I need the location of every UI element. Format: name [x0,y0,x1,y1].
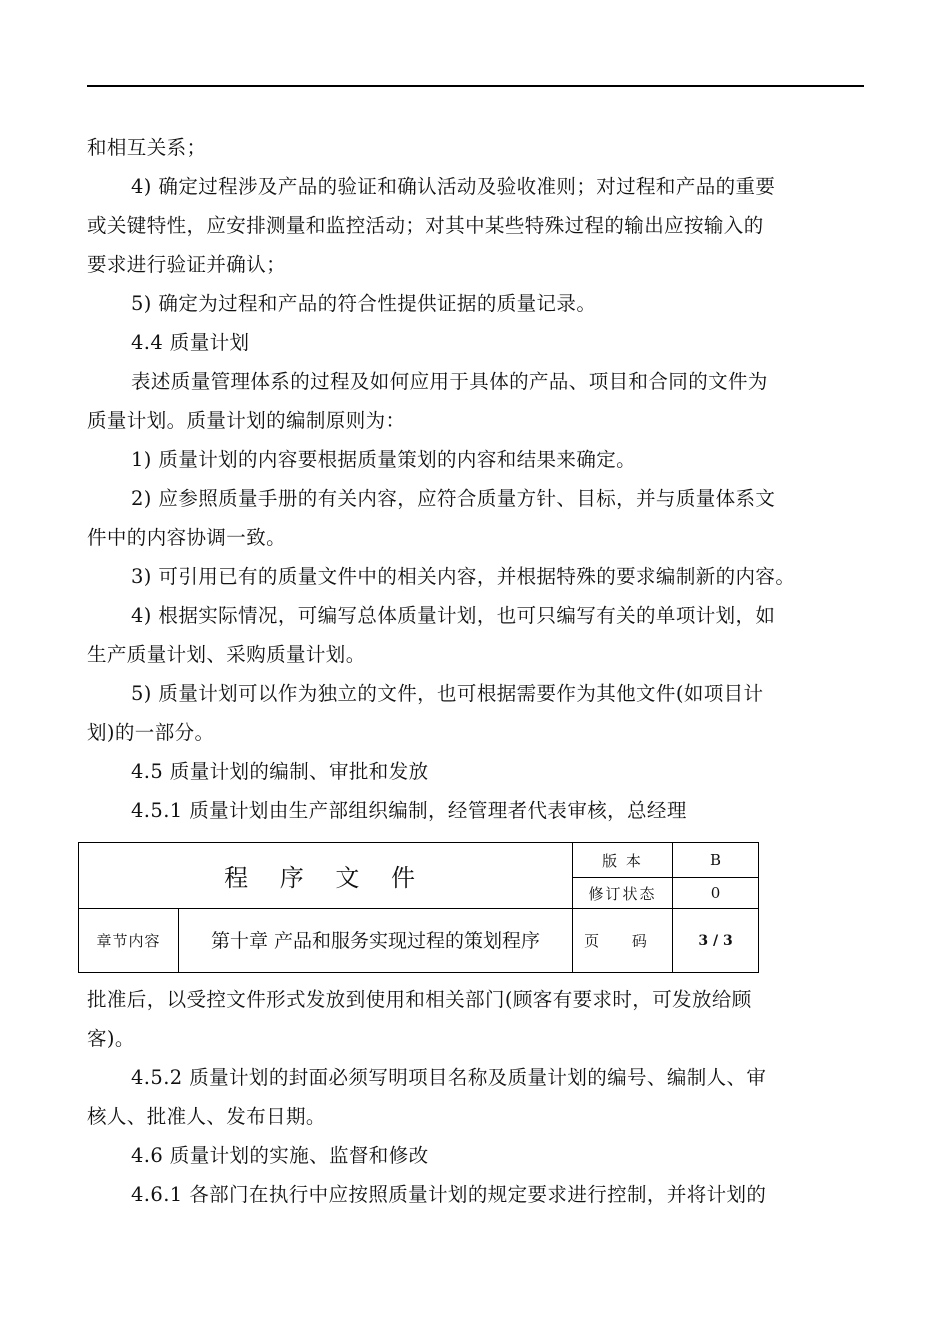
text-line: 4) 根据实际情况，可编写总体质量计划，也可只编写有关的单项计划，如 [131,604,776,627]
text-line: 4.5 质量计划的编制、审批和发放 [131,760,429,783]
text-line: 4.6 质量计划的实施、监督和修改 [131,1144,429,1167]
header-rule [87,85,864,87]
text-line: 4.5.1 质量计划由生产部组织编制，经管理者代表审核，总经理 [131,799,687,822]
text-line: 质量计划。质量计划的编制原则为： [87,409,406,432]
chapter-label: 章节内容 [79,909,179,973]
revision-label: 修订状态 [573,878,673,909]
text-line: 4.6.1 各部门在执行中应按照质量计划的规定要求进行控制，并将计划的 [131,1183,767,1206]
text-line: 生产质量计划、采购质量计划。 [87,643,366,666]
revision-value: 0 [673,878,759,909]
text-line: 3) 可引用已有的质量文件中的相关内容，并根据特殊的要求编制新的内容。 [131,565,796,588]
text-line: 1) 质量计划的内容要根据质量策划的内容和结果来确定。 [131,448,637,471]
text-line: 要求进行验证并确认； [87,253,287,276]
text-line: 5) 确定为过程和产品的符合性提供证据的质量记录。 [131,292,597,315]
body-text-bottom [87,980,877,1214]
version-label: 版 本 [573,843,673,878]
text-line: 客)。 [87,1027,135,1050]
document-control-table [78,842,759,973]
text-line: 件中的内容协调一致。 [87,526,287,549]
text-line: 5) 质量计划可以作为独立的文件，也可根据需要作为其他文件(如项目计 [131,682,764,705]
chapter-title: 第十章 产品和服务实现过程的策划程序 [179,909,573,973]
text-line: 4) 确定过程涉及产品的验证和确认活动及验收准则；对过程和产品的重要 [131,175,776,198]
body-text-top [87,128,877,830]
text-line: 表述质量管理体系的过程及如何应用于具体的产品、项目和合同的文件为 [131,370,768,393]
text-line: 划)的一部分。 [87,721,215,744]
text-line: 或关键特性，应安排测量和监控活动；对其中某些特殊过程的输出应按输入的 [87,214,764,237]
text-line: 和相互关系； [87,136,207,159]
version-value: B [673,843,759,878]
text-line: 2) 应参照质量手册的有关内容，应符合质量方针、目标，并与质量体系文 [131,487,776,510]
document-type-title: 程 序 文 件 [79,843,573,909]
text-line: 4.4 质量计划 [131,331,250,354]
text-line: 核人、批准人、发布日期。 [87,1105,326,1128]
page-number: 3 / 3 [673,909,759,973]
text-line: 4.5.2 质量计划的封面必须写明项目名称及质量计划的编号、编制人、审 [131,1066,767,1089]
page-label: 页 码 [573,909,673,973]
text-line: 批准后，以受控文件形式发放到使用和相关部门(顾客有要求时，可发放给顾 [87,988,752,1011]
